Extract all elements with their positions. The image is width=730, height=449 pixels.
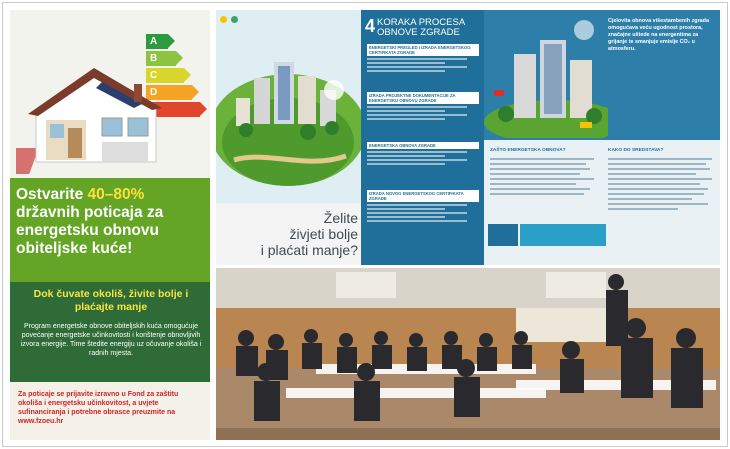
text-line [367,62,445,64]
text-line [490,158,594,160]
question-line-2: živjeti bolje [289,226,358,242]
energy-class-c: C [146,68,184,83]
energy-class-d: D [146,85,192,100]
how-text-block [608,158,716,213]
text-line [367,118,445,120]
poster-call-to-action: Za poticaje se prijavite izravno u Fond za zaštitu okoliša i energetsku učinkovitost, a uvjete sufinanciranja i potrebne obrasce preuzmite na www.fzoeu.hr [18,391,179,425]
text-line [608,203,708,205]
step-4 [367,190,479,222]
energy-renovation-poster [10,10,210,440]
poster-subheading: Dok čuvate okoliš, živite bolje i plaćajte manje [33,288,189,313]
text-line [367,155,445,157]
text-line [367,151,467,153]
text-line [608,178,712,180]
steps-title [377,18,465,38]
seminar-scene [216,268,720,440]
apartment-buildings-illustration [484,10,608,138]
text-line [490,193,584,195]
info-box-highlight [520,224,606,246]
text-line [608,198,692,200]
text-line [367,66,467,68]
seminar-audience-photo [216,268,720,440]
text-line [608,188,708,190]
text-line [608,183,700,185]
step-4-title: IZRADA NOVOG ENERGETSKOG CERTIFIKATA ZGRADE [367,190,479,202]
headline-part-2: državnih poticaja za energetsku obnovu obiteljske kuće! [16,204,164,257]
text-line [367,220,467,222]
step-1-title: ENERGETSKI PREGLED I IZRADA ENERGETSKOG CERTIFIKATA ZGRADE [367,44,479,56]
info-box [488,224,518,246]
text-line [490,183,576,185]
text-line [608,163,706,165]
brochure-cover-question [228,210,358,258]
question-line-3: i plaćati manje? [260,242,358,258]
poster-headline [16,186,208,258]
question-line-1: Želite [323,210,358,226]
brochure-intro-text: Cjelovita obnova višestambenih zgrada omogućava veću ugodnost prostora, značajne uštede na energentima za grijanje te smanjuje emisije CO₂ u atmosferu. [608,18,709,52]
text-line [367,163,445,165]
text-line [490,178,594,180]
poster-body-text: Program energetske obnove obiteljskih kuća omogućuje povećanje energetske učinkovitosti i korištenje obnovljivih izvora energije. Time štedite energiju uz očuvanje okoliša i radnih mjesta. [20,323,202,357]
text-line [367,208,445,210]
why-text-block [490,158,598,198]
text-line [608,168,710,170]
text-line [367,70,445,72]
step-3 [367,142,479,165]
steps-title-line-2: OBNOVE ZGRADE [377,27,460,38]
text-line [490,188,590,190]
headline-percent: 40–80% [87,186,145,203]
text-line [608,193,704,195]
energy-class-b: B [146,51,176,66]
text-line [367,58,467,60]
brochure-steps-panel [361,10,484,265]
text-line [367,110,445,112]
text-line [367,114,467,116]
text-line [367,159,467,161]
renovation-brochure [216,10,720,265]
green-city-illustration [216,10,361,205]
how-heading: KAKO DO SREDSTAVA? [608,148,664,153]
text-line [367,106,467,108]
house-cutaway-illustration [16,62,166,178]
text-line [367,204,467,206]
why-heading: ZAŠTO ENERGETSKA OBNOVA? [490,148,566,153]
step-2-title: IZRADA PROJEKTNE DOKUMENTACIJE ZA ENERGETSKU OBNOVU ZGRADE [367,92,479,104]
text-line [608,208,678,210]
energy-class-a: A [146,34,168,49]
steps-title-line-1: KORAKA PROCESA [377,17,466,28]
text-line [367,212,467,214]
text-line [490,168,590,170]
text-line [367,216,445,218]
text-line [608,158,712,160]
text-line [608,173,696,175]
brochure-info-panel [484,10,720,265]
steps-number: 4 [365,16,376,36]
headline-part-1: Ostvarite [16,186,88,203]
step-1 [367,44,479,72]
text-line [490,163,586,165]
step-3-title: ENERGETSKA OBNOVA ZGRADE [367,142,479,149]
text-line [490,173,580,175]
brochure-cover [216,10,361,265]
step-2 [367,92,479,120]
